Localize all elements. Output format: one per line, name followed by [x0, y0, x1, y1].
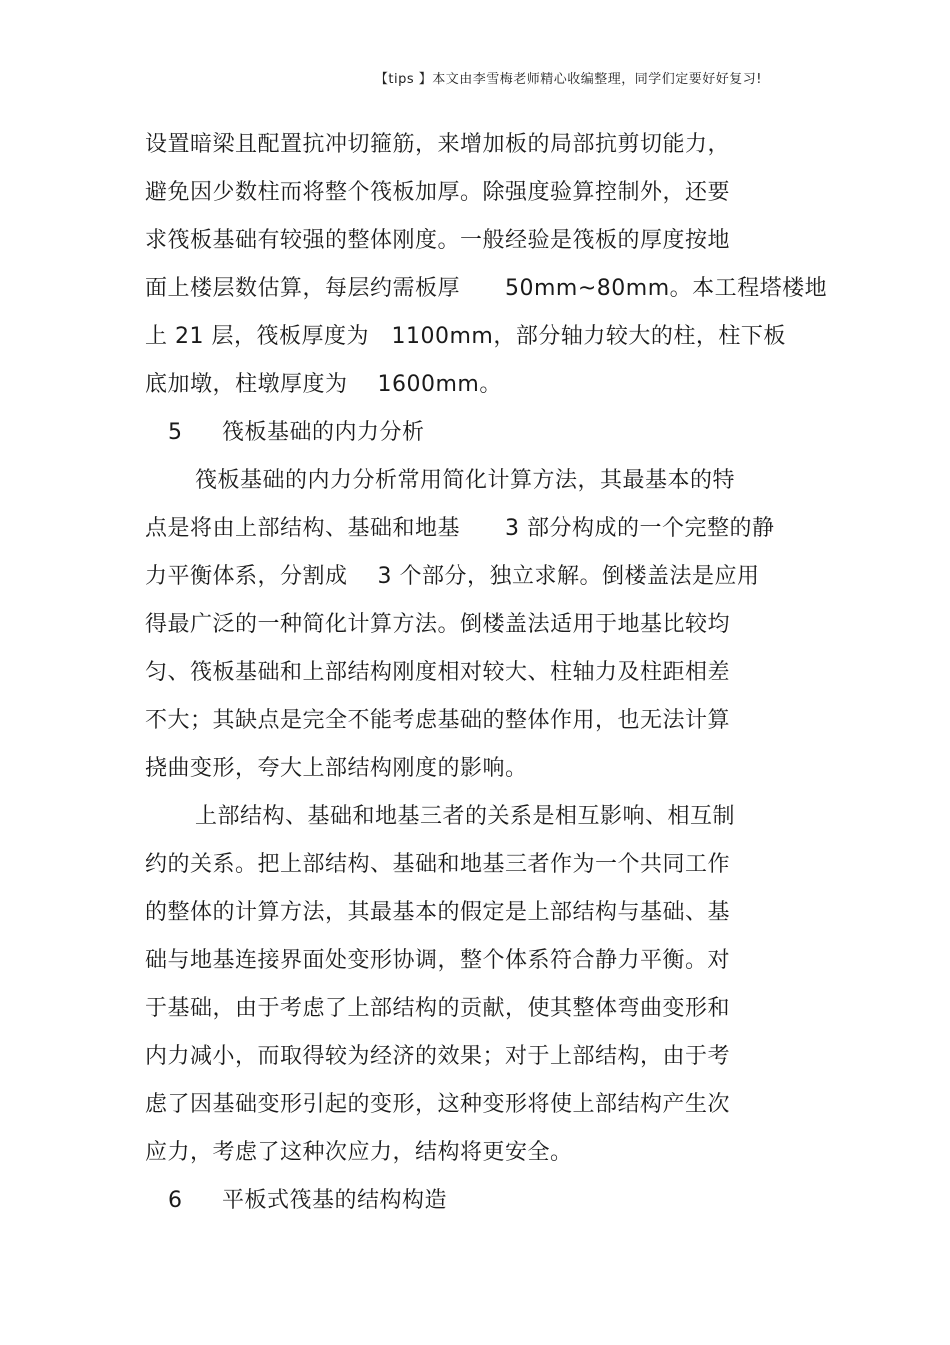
text-line: 的整体的计算方法，其最基本的假定是上部结构与基础、基 [145, 900, 731, 925]
text-line: 于基础，由于考虑了上部结构的贡献，使其整体弯曲变形和 [145, 996, 731, 1021]
section-title: 筏板基础的内力分析 [222, 420, 425, 445]
text-line: 不大；其缺点是完全不能考虑基础的整体作用，也无法计算 [145, 708, 731, 733]
text-line: 点是将由上部结构、基础和地基 3 部分构成的一个完整的静 [145, 516, 775, 541]
text-line: 设置暗梁且配置抗冲切箍筋，来增加板的局部抗剪切能力， [145, 132, 731, 157]
text-line: 内力减小，而取得较为经济的效果；对于上部结构，由于考 [145, 1044, 731, 1069]
section-number: 6 [168, 1188, 182, 1213]
section-number: 5 [168, 420, 182, 445]
text-line: 虑了因基础变形引起的变形，这种变形将使上部结构产生次 [145, 1092, 731, 1117]
text-line: 面上楼层数估算，每层约需板厚 50mm~80mm。本工程塔楼地 [145, 276, 828, 301]
text-line: 挠曲变形，夸大上部结构刚度的影响。 [145, 756, 528, 781]
text-line: 上 21 层，筏板厚度为 1100mm，部分轴力较大的柱，柱下板 [145, 324, 786, 349]
section-title: 平板式筏基的结构构造 [222, 1188, 448, 1213]
text-line: 避免因少数柱而将整个筏板加厚。除强度验算控制外，还要 [145, 180, 731, 205]
text-line: 约的关系。把上部结构、基础和地基三者作为一个共同工作 [145, 852, 731, 877]
text-line: 上部结构、基础和地基三者的关系是相互影响、相互制 [195, 804, 736, 829]
text-line: 础与地基连接界面处变形协调，整个体系符合静力平衡。对 [145, 948, 731, 973]
text-line: 底加墩，柱墩厚度为 1600mm。 [145, 372, 502, 397]
tips-header: 【tips 】本文由李雪梅老师精心收编整理，同学们定要好好复习! [374, 72, 762, 87]
text-line: 筏板基础的内力分析常用简化计算方法，其最基本的特 [195, 468, 736, 493]
text-line: 力平衡体系，分割成 3 个部分，独立求解。倒楼盖法是应用 [145, 564, 760, 589]
text-line: 匀、筏板基础和上部结构刚度相对较大、柱轴力及柱距相差 [145, 660, 731, 685]
text-line: 得最广泛的一种简化计算方法。倒楼盖法适用于地基比较均 [145, 612, 731, 637]
text-line: 应力，考虑了这种次应力，结构将更安全。 [145, 1140, 573, 1165]
text-line: 求筏板基础有较强的整体刚度。一般经验是筏板的厚度按地 [145, 228, 731, 253]
